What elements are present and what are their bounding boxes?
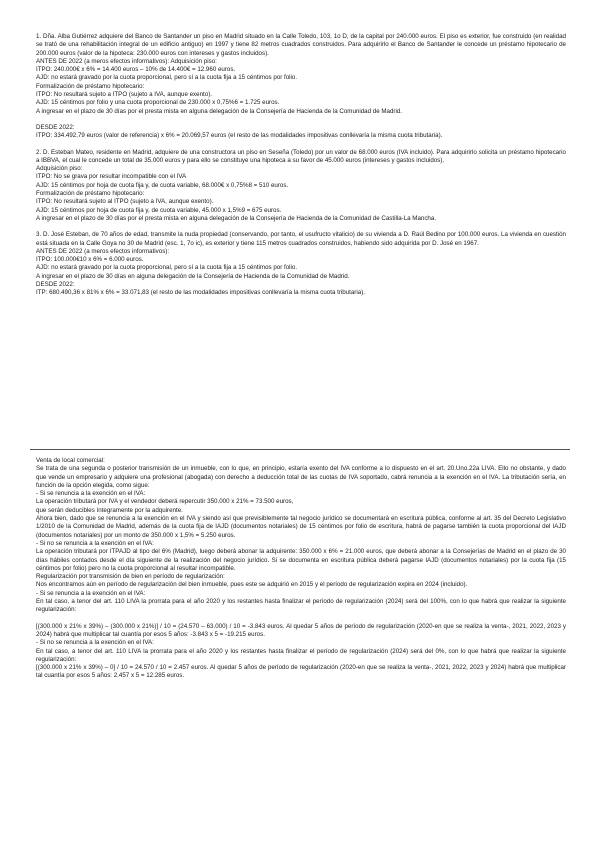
case2-intro: 2. D. Esteban Mateo, residente en Madrid, adquiere de una constructora un piso en Seseña (Toledo) por un valor de 68.000 euros (IVA incluido). Para adquirirlo solicita un préstamo hipotecario a IBBVA, el cual le concede un total de 35.000 euros y para ello se constituye una hipoteca a su favor de 45.000 euros (intereses y gastos incluidos). <box>36 148 566 164</box>
case1-itpo-adq: ITPO: 240.000€ x 6% = 14.400 euros – 10% de 14.400€ = 12.960 euros. <box>36 66 236 74</box>
case1-desde-heading: DESDE 2022: <box>36 123 75 131</box>
case3-antes-heading: ANTES DE 2022 (a meros efectos informativos): <box>36 247 170 255</box>
case2-itpo-adq: ITPO: No se grava por resultar incompatible con el IVA <box>36 173 187 181</box>
local-p7: En tal caso, a tenor del art. 110 LIVA la prorrata para el año 2020 y los restantes hasta finalizar el período de regularización (2024) será del 100%, con lo que habrá que realizar la siguiente regularización: <box>36 598 566 614</box>
case1-ajd-adq: AJD: no estará gravado por la cuota proporcional, pero sí a la cuota fija a 15 céntimos por folio. <box>36 74 298 82</box>
case1-itpo-prest: ITPO: No resultará sujeto a ITPO (sujeto a IVA, aunque exento). <box>36 91 212 99</box>
case3-intro: 3. D. José Esteban, de 70 años de edad, transmite la nuda propiedad (conservando, por tanto, el usufructo vitalicio) de su vivienda a D. Raúl Bedino por 100.000 euros. La vivienda en cuestión está situada en la Calle Goya no 30 de Madrid (esc. 1, 7o ic), es exterior y tiene 115 metros cuadrados construidos, habiendo sido adquirida por D. José en 1967. <box>36 231 566 247</box>
case1-antes-heading: ANTES DE 2022 (a meros efectos informativos): Adquisición piso: <box>36 57 217 65</box>
local-si-renuncia-2: - Si se renuncia a la exención en el IVA: <box>36 589 146 597</box>
case3-desde-heading: DESDE 2022: <box>36 281 75 289</box>
local-comercial-section <box>36 457 566 681</box>
case2-adq-heading: Adquisición piso: <box>36 165 83 173</box>
local-p5: La operación tributará por ITPAJD al tipo del 6% (Madrid), luego deberá abonar la adquirente: 350.000 x 6% = 21.000 euros, que deberá abonar a la Consejerías de Madrid en el plazo de 30 días hábiles contados desde el día siguiente de la realización del negocio jurídico. Si se documenta en escritura pública deberá pagarse IAJD (documentos notariales) por la cuota fija (15 céntimos por folio) pero no la cuota proporcional al resultar incompatible. <box>36 548 566 572</box>
local-p1: Se trata de una segunda o posterior transmisión de un inmueble, con lo que, en principio, estaría exento del IVA conforme a lo dispuesto en el art. 20.Uno.22a LIVA. Ello no obstante, y dado que vende un empresario y adquiere una profesional (abogada) con derecho a deducción total de las cuotas de IVA soportado, cabrá renuncia a la exención en el IVA. La tributación sería, en función de la opción elegida, como sigue: <box>36 465 566 489</box>
local-p8: [(300.000 x 21% x 39%) – (300.000 x 21%)] / 10 = (24.570 – 63.000) / 10 = -3.843 euros. Al quedar 5 años de período de regularización (2020-en que se realiza la venta-, 2021, 2022, 2023 y 2024) habrá que multiplicar tal cuantía por esos 5 años: -3.843 x 5 = -19.215 euros. <box>36 622 566 638</box>
local-p2: La operación tributará por IVA y el vendedor deberá repercutir 350.000 x 21% = 73.500 euros, <box>36 498 294 506</box>
case1-intro: 1. Dña. Alba Gutiérrez adquiere del Banco de Santander un piso en Madrid situado en la Calle Toledo, 103, 1o D, de la capital por 240.000 euros. El piso es exterior, fue construido (en realidad se trató de una rehabilitación integral de un edificio antiguo) en 1997 y tiene 82 metros cuadrados construidos. Para adquirirlo el Banco de Santander le concede un préstamo hipotecario de 200.000 euros (valor de la hipoteca: 230.000 euros con intereses y gastos incluidos). <box>36 33 566 57</box>
case2-ajd-adq: AJD: 15 céntimos por hoja de cuota fija y, de cuota variable, 68.000€ x 0,75%8 = 510 euros. <box>36 181 289 189</box>
case2-formalizacion: Formalización de préstamo hipotecario: <box>36 190 145 198</box>
local-no-renuncia: - Si no se renuncia a la exención en el IVA: <box>36 539 154 547</box>
local-regularizacion: Regularización por transmisión de bien en período de regularización: <box>36 573 225 581</box>
local-p6: Nos encontramos aún en período de regularización del bien inmueble, pues este se adquirió en 2015 y el período de regularización expira en 2024 (incluido). <box>36 581 468 589</box>
case2-ingresar: A ingresar en el plazo de 30 días por el presta mista en alguna delegación de la Consejería de Hacienda de la Comunidad de Castilla-La Mancha. <box>36 214 437 222</box>
case3-itpo: ITPO: 100.000€10 x 6% = 6.000 euros. <box>36 256 144 264</box>
case2-itpo-prest: ITPO: No resultará sujeto al ITPO (sujeto a IVA, aunque exento). <box>36 198 214 206</box>
local-p4: Ahora bien, dado que se renuncia a la exención en el IVA y siendo así que previsiblemente tal negocio jurídico se documentará en escritura pública, conforme al art. 35 del Decreto Legislativo 1/2010 de la Comunidad de Madrid, además de la cuota fija de IAJD (documentos notariales) de 15 céntimos por folio de escritura, habrá de pagarse también la cuota proporcional del IAJD (documentos notariales) por un monto de 350.000 x 1,5% = 5.250 euros. <box>36 515 566 539</box>
case3-ajd: AJD: no estará gravado por la cuota proporcional, pero sí a la cuota fija a 15 céntimos por folio. <box>36 264 298 272</box>
case1-formalizacion: Formalización de préstamo hipotecario: <box>36 82 145 90</box>
case3-ingresar: A ingresar en el plazo de 30 días en alguna delegación de la Consejería de Hacienda de la Comunidad de Madrid. <box>36 272 350 280</box>
local-p9: En tal caso, a tenor del art. 110 LIVA la prorrata para el año 2020 y los restantes hasta finalizar el período de regularización (2024) será del 0%, con lo que habrá que realizar la siguiente regularización: <box>36 647 566 663</box>
local-p10: [(300.000 x 21% x 39%) – 0] / 10 = 24.570 / 10 = 2.457 euros. Al quedar 5 años de período de regularización (2020-en que se realiza la venta-, 2021, 2022, 2023 y 2024) habrá que multiplicar tal cuantía por esos 5 años: 2.457 x 5 = 12.285 euros. <box>36 664 566 680</box>
cases-section <box>36 33 566 298</box>
local-heading: Venta de local comercial: <box>36 457 105 464</box>
case3-desde-itp: ITP: 680.490,36 x 81% x 6% = 33.071,83 (el resto de las modalidades impositivas conllevaría la misma cuota tributaria). <box>36 289 365 297</box>
local-no-renuncia-2: - Si no se renuncia a la exención en el IVA: <box>36 639 154 647</box>
case1-ajd-prest: AJD: 15 céntimos por folio y una cuota proporcional de 230.000 x 0,75%6 = 1.725 euros. <box>36 99 280 107</box>
case1-desde-itpo: ITPO: 334.492,79 euros (valor de referencia) x 6% = 20.069,57 euros (el resto de las modalidades impositivas conllevaría la misma cuota tributaria). <box>36 132 443 140</box>
case1-ingresar: A ingresar en el plazo de 30 días por el presta mista en alguna delegación de la Consejería de Hacienda de la Comunidad de Madrid. <box>36 107 402 115</box>
section-divider <box>30 449 570 450</box>
local-p3: que serán deducibles íntegramente por la adquirente. <box>36 506 183 514</box>
case2-ajd-prest: AJD: 15 céntimos por hoja de cuota fija y, de cuota variable, 45.000 x 1,5%9 = 675 euros. <box>36 206 282 214</box>
local-si-renuncia: - Si se renuncia a la exención en el IVA: <box>36 490 146 498</box>
